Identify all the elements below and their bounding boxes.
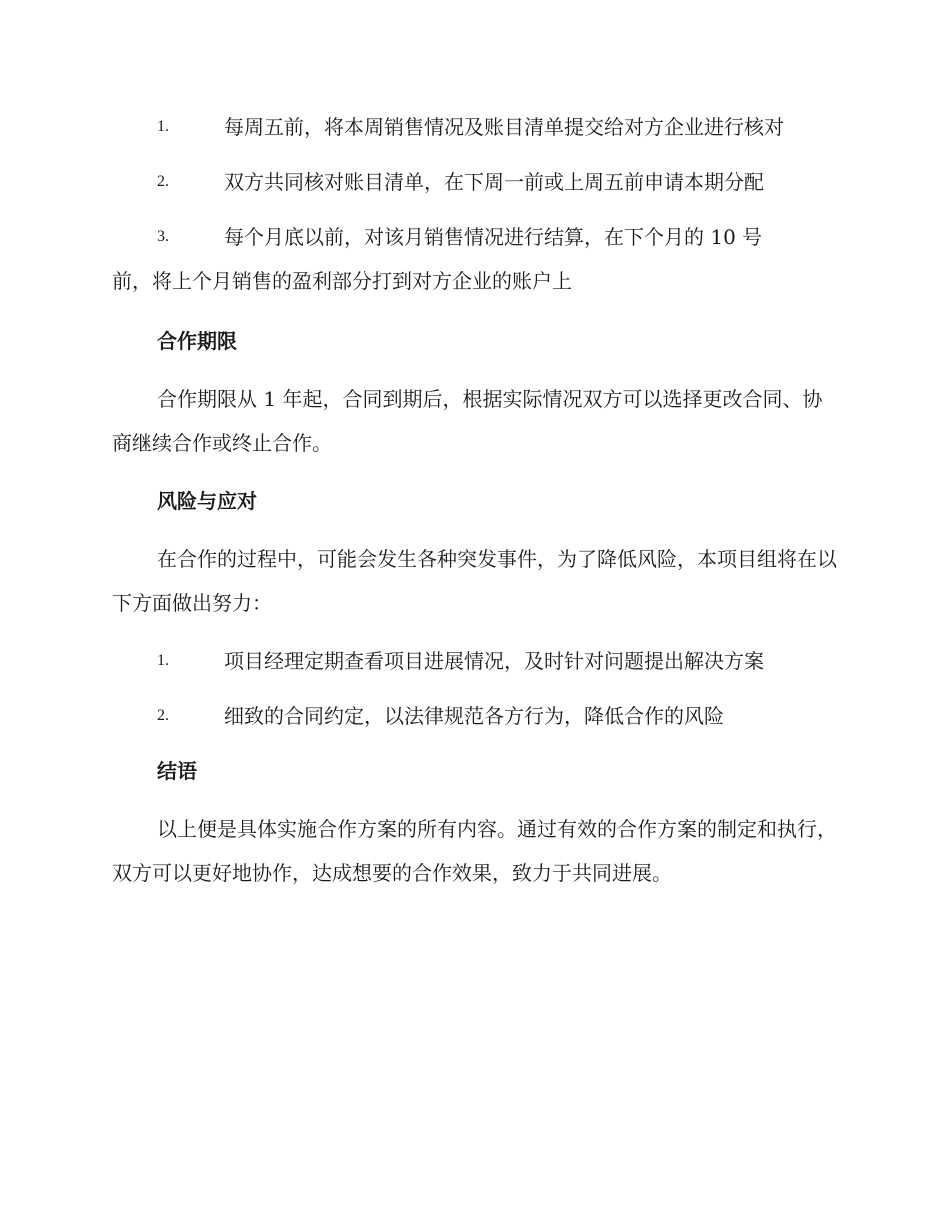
list-number: 1. (157, 118, 169, 135)
list-item (112, 215, 842, 303)
section-paragraph-term: 合作期限从 1 年起，合同到期后，根据实际情况双方可以选择更改合同、协商继续合作或终止合作。 (112, 387, 823, 455)
list-number: 2. (157, 173, 169, 190)
document-content (112, 110, 842, 914)
section-heading-term: 合作期限 (157, 329, 237, 353)
list-item (112, 110, 842, 144)
list-text: 双方共同核对账目清单，在下周一前或上周五前申请本期分配 (224, 170, 764, 194)
list-text-continued: 前，将上个月销售的盈利部分打到对方企业的账户上 (112, 269, 572, 293)
list-item (112, 699, 842, 733)
list-item (112, 644, 842, 678)
section-paragraph-conclusion: 以上便是具体实施合作方案的所有内容。通过有效的合作方案的制定和执行，双方可以更好地协作，达成想要的合作效果，致力于共同进展。 (112, 817, 837, 885)
list-item (112, 165, 842, 199)
section-paragraph-risk: 在合作的过程中，可能会发生各种突发事件，为了降低风险，本项目组将在以下方面做出努力： (112, 547, 837, 615)
list-text: 每周五前，将本周销售情况及账目清单提交给对方企业进行核对 (224, 115, 784, 139)
list-number: 2. (157, 707, 169, 724)
list-number: 1. (157, 652, 169, 669)
list-text: 项目经理定期查看项目进展情况，及时针对问题提出解决方案 (224, 649, 764, 673)
section-heading-risk: 风险与应对 (157, 489, 257, 513)
list-number: 3. (157, 228, 169, 245)
list-text: 细致的合同约定，以法律规范各方行为，降低合作的风险 (224, 704, 724, 728)
section-heading-conclusion: 结语 (157, 759, 197, 783)
list-text: 每个月底以前，对该月销售情况进行结算，在下个月的 10 号 (224, 225, 763, 249)
